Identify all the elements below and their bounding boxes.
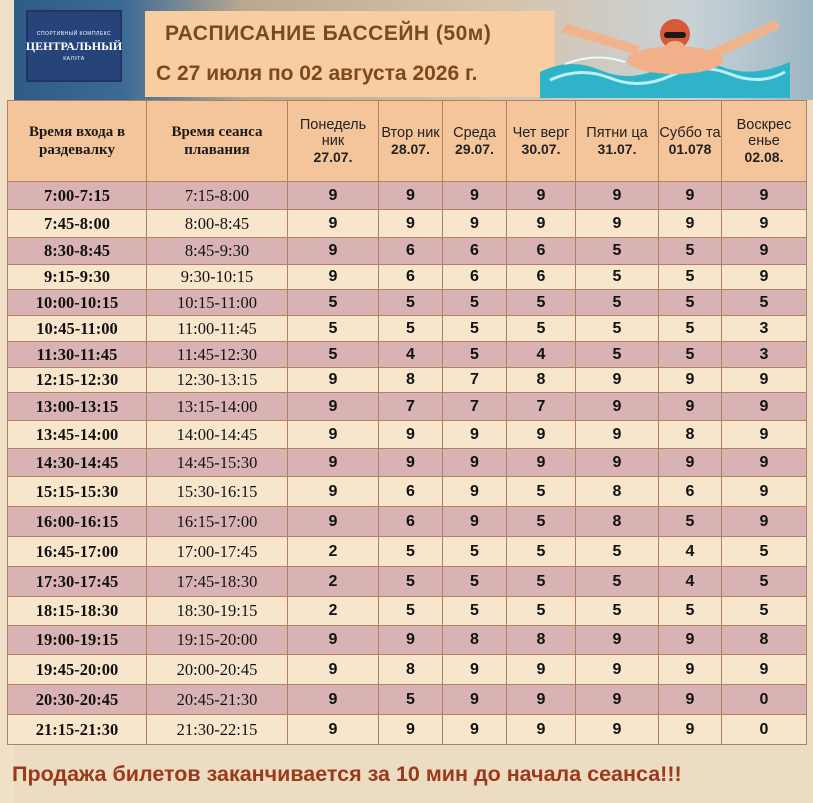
slots-cell: 9 — [288, 685, 379, 715]
slots-cell: 4 — [659, 537, 722, 567]
slots-cell: 9 — [379, 715, 443, 745]
slots-cell: 6 — [507, 265, 576, 290]
slots-cell: 9 — [443, 507, 507, 537]
slots-cell: 5 — [507, 290, 576, 316]
slots-cell: 9 — [379, 449, 443, 477]
session-time-cell: 20:00-20:45 — [147, 655, 288, 685]
slots-cell: 5 — [576, 290, 659, 316]
day-header — [507, 101, 576, 182]
slots-cell: 9 — [379, 182, 443, 210]
slots-cell: 9 — [659, 655, 722, 685]
slots-cell: 5 — [576, 342, 659, 368]
entry-time-cell: 10:00-10:15 — [8, 290, 147, 316]
logo-city: КАЛУГА — [63, 55, 85, 62]
slots-cell: 9 — [722, 449, 807, 477]
slots-cell: 9 — [659, 368, 722, 393]
entry-time-cell: 10:45-11:00 — [8, 316, 147, 342]
slots-cell: 6 — [443, 238, 507, 265]
slots-cell: 8 — [379, 368, 443, 393]
session-time-cell: 14:00-14:45 — [147, 421, 288, 449]
slots-cell: 9 — [443, 421, 507, 449]
slots-cell: 8 — [507, 626, 576, 655]
slots-cell: 5 — [659, 265, 722, 290]
slots-cell: 9 — [288, 265, 379, 290]
day-header — [379, 101, 443, 182]
table-row — [8, 537, 807, 567]
slots-cell: 7 — [507, 393, 576, 421]
slots-cell: 9 — [288, 210, 379, 238]
table-row — [8, 393, 807, 421]
slots-cell: 2 — [288, 537, 379, 567]
table-row — [8, 238, 807, 265]
slots-cell: 8 — [507, 368, 576, 393]
slots-cell: 9 — [659, 685, 722, 715]
slots-cell: 5 — [576, 238, 659, 265]
slots-cell: 5 — [659, 597, 722, 626]
slots-cell: 9 — [576, 655, 659, 685]
slots-cell: 6 — [379, 238, 443, 265]
slots-cell: 8 — [722, 626, 807, 655]
slots-cell: 9 — [722, 421, 807, 449]
slots-cell: 7 — [443, 393, 507, 421]
slots-cell: 9 — [576, 393, 659, 421]
slots-cell: 9 — [443, 210, 507, 238]
day-date: 02.08. — [744, 149, 784, 165]
slots-cell: 4 — [507, 342, 576, 368]
entry-time-cell: 12:15-12:30 — [8, 368, 147, 393]
slots-cell: 9 — [379, 210, 443, 238]
slots-cell: 5 — [288, 290, 379, 316]
slots-cell: 8 — [379, 655, 443, 685]
slots-cell: 5 — [443, 597, 507, 626]
slots-cell: 6 — [379, 477, 443, 507]
slots-cell: 5 — [507, 477, 576, 507]
slots-cell: 5 — [722, 597, 807, 626]
slots-cell: 9 — [722, 210, 807, 238]
slots-cell: 9 — [722, 368, 807, 393]
slots-cell: 9 — [722, 477, 807, 507]
slots-cell: 8 — [576, 477, 659, 507]
slots-cell: 2 — [288, 597, 379, 626]
day-date: 28.07. — [391, 141, 430, 157]
logo-name: ЦЕНТРАЛЬНЫЙ — [25, 38, 123, 53]
slots-cell: 2 — [288, 567, 379, 597]
entry-time-cell: 18:15-18:30 — [8, 597, 147, 626]
slots-cell: 5 — [443, 290, 507, 316]
session-time-cell: 11:45-12:30 — [147, 342, 288, 368]
day-header — [659, 101, 722, 182]
day-date: 27.07. — [313, 149, 353, 165]
day-name: Втор ник — [381, 125, 440, 141]
slots-cell: 9 — [288, 449, 379, 477]
slots-cell: 9 — [288, 715, 379, 745]
slots-cell: 9 — [576, 626, 659, 655]
table-row — [8, 567, 807, 597]
slots-cell: 9 — [576, 421, 659, 449]
col-session-time: Время сеанса плавания — [147, 101, 288, 182]
session-time-cell: 13:15-14:00 — [147, 393, 288, 421]
slots-cell: 9 — [722, 182, 807, 210]
day-date: 30.07. — [521, 141, 561, 157]
slots-cell: 9 — [576, 210, 659, 238]
table-row — [8, 182, 807, 210]
day-name: Среда — [453, 125, 496, 141]
slots-cell: 9 — [288, 477, 379, 507]
slots-cell: 9 — [576, 685, 659, 715]
slots-cell: 9 — [443, 182, 507, 210]
slots-cell: 9 — [576, 715, 659, 745]
slots-cell: 5 — [288, 316, 379, 342]
slots-cell: 5 — [379, 597, 443, 626]
session-time-cell: 19:15-20:00 — [147, 626, 288, 655]
slots-cell: 0 — [722, 685, 807, 715]
slots-cell: 5 — [379, 567, 443, 597]
slots-cell: 9 — [443, 477, 507, 507]
entry-time-cell: 9:15-9:30 — [8, 265, 147, 290]
session-time-cell: 8:00-8:45 — [147, 210, 288, 238]
slots-cell: 9 — [722, 393, 807, 421]
session-time-cell: 9:30-10:15 — [147, 265, 288, 290]
entry-time-cell: 7:45-8:00 — [8, 210, 147, 238]
slots-cell: 9 — [722, 655, 807, 685]
slots-cell: 9 — [288, 626, 379, 655]
slots-cell: 9 — [722, 238, 807, 265]
slots-cell: 9 — [659, 182, 722, 210]
table-row — [8, 368, 807, 393]
slots-cell: 5 — [722, 537, 807, 567]
slots-cell: 5 — [576, 316, 659, 342]
slots-cell: 9 — [443, 655, 507, 685]
slots-cell: 9 — [507, 421, 576, 449]
swimmer-illustration — [540, 2, 790, 98]
session-time-cell: 12:30-13:15 — [147, 368, 288, 393]
slots-cell: 9 — [507, 449, 576, 477]
slots-cell: 5 — [576, 537, 659, 567]
slots-cell: 9 — [659, 210, 722, 238]
slots-cell: 5 — [659, 238, 722, 265]
entry-time-cell: 20:30-20:45 — [8, 685, 147, 715]
table-row — [8, 626, 807, 655]
slots-cell: 6 — [507, 238, 576, 265]
entry-time-cell: 13:00-13:15 — [8, 393, 147, 421]
footer-notice: Продажа билетов заканчивается за 10 мин до начала сеанса!!! — [12, 762, 682, 786]
slots-cell: 6 — [379, 265, 443, 290]
sport-complex-logo — [26, 10, 122, 82]
page-title: РАСПИСАНИЕ БАССЕЙН (50м) — [165, 22, 492, 45]
slots-cell: 0 — [722, 715, 807, 745]
table-row — [8, 421, 807, 449]
table-row — [8, 265, 807, 290]
slots-cell: 5 — [659, 507, 722, 537]
session-time-cell: 15:30-16:15 — [147, 477, 288, 507]
header-row — [8, 101, 807, 182]
slots-cell: 9 — [507, 685, 576, 715]
entry-time-cell: 14:30-14:45 — [8, 449, 147, 477]
table-row — [8, 507, 807, 537]
slots-cell: 9 — [288, 655, 379, 685]
entry-time-cell: 7:00-7:15 — [8, 182, 147, 210]
session-time-cell: 11:00-11:45 — [147, 316, 288, 342]
slots-cell: 5 — [443, 567, 507, 597]
slots-cell: 9 — [288, 507, 379, 537]
slots-cell: 9 — [659, 393, 722, 421]
slots-cell: 5 — [379, 537, 443, 567]
slots-cell: 9 — [288, 368, 379, 393]
table-row — [8, 316, 807, 342]
slots-cell: 6 — [443, 265, 507, 290]
slots-cell: 6 — [659, 477, 722, 507]
slots-cell: 5 — [576, 567, 659, 597]
slots-cell: 9 — [576, 449, 659, 477]
slots-cell: 5 — [379, 290, 443, 316]
day-name: Чет верг — [512, 125, 570, 141]
slots-cell: 9 — [659, 626, 722, 655]
schedule-table — [7, 100, 807, 745]
slots-cell: 8 — [659, 421, 722, 449]
slots-cell: 5 — [507, 316, 576, 342]
day-date: 01.078 — [668, 141, 712, 157]
table-row — [8, 449, 807, 477]
slots-cell: 9 — [576, 182, 659, 210]
slots-cell: 9 — [576, 368, 659, 393]
slots-cell: 5 — [507, 567, 576, 597]
day-date: 29.07. — [455, 141, 494, 157]
slots-cell: 9 — [507, 182, 576, 210]
entry-time-cell: 13:45-14:00 — [8, 421, 147, 449]
entry-time-cell: 21:15-21:30 — [8, 715, 147, 745]
slots-cell: 4 — [659, 567, 722, 597]
slots-cell: 3 — [722, 316, 807, 342]
slots-cell: 9 — [443, 449, 507, 477]
session-time-cell: 14:45-15:30 — [147, 449, 288, 477]
slots-cell: 5 — [576, 597, 659, 626]
session-time-cell: 18:30-19:15 — [147, 597, 288, 626]
slots-cell: 9 — [659, 715, 722, 745]
day-name: Пятни ца — [586, 125, 648, 141]
entry-time-cell: 16:45-17:00 — [8, 537, 147, 567]
slots-cell: 9 — [288, 182, 379, 210]
entry-time-cell: 16:00-16:15 — [8, 507, 147, 537]
entry-time-cell: 19:45-20:00 — [8, 655, 147, 685]
day-name: Воскрес енье — [736, 117, 792, 149]
slots-cell: 5 — [659, 316, 722, 342]
day-date: 31.07. — [597, 141, 637, 157]
slots-cell: 9 — [443, 685, 507, 715]
day-header — [722, 101, 807, 182]
slots-cell: 9 — [288, 421, 379, 449]
day-name: Понедель ник — [299, 117, 367, 149]
col-entry-time: Время входа в раздевалку — [8, 101, 147, 182]
slots-cell: 5 — [722, 290, 807, 316]
slots-cell: 9 — [507, 210, 576, 238]
table-row — [8, 290, 807, 316]
slots-cell: 9 — [379, 626, 443, 655]
slots-cell: 7 — [379, 393, 443, 421]
table-row — [8, 342, 807, 368]
session-time-cell: 10:15-11:00 — [147, 290, 288, 316]
slots-cell: 7 — [443, 368, 507, 393]
slots-cell: 5 — [443, 537, 507, 567]
slots-cell: 9 — [659, 449, 722, 477]
session-time-cell: 20:45-21:30 — [147, 685, 288, 715]
day-header — [288, 101, 379, 182]
table-row — [8, 210, 807, 238]
day-header — [443, 101, 507, 182]
slots-cell: 9 — [443, 715, 507, 745]
session-time-cell: 7:15-8:00 — [147, 182, 288, 210]
slots-cell: 5 — [288, 342, 379, 368]
table-row — [8, 597, 807, 626]
table-row — [8, 685, 807, 715]
slots-cell: 5 — [507, 537, 576, 567]
session-time-cell: 21:30-22:15 — [147, 715, 288, 745]
slots-cell: 9 — [507, 715, 576, 745]
slots-cell: 3 — [722, 342, 807, 368]
slots-cell: 5 — [379, 316, 443, 342]
slots-cell: 9 — [507, 655, 576, 685]
slots-cell: 9 — [722, 507, 807, 537]
session-time-cell: 17:00-17:45 — [147, 537, 288, 567]
slots-cell: 9 — [722, 265, 807, 290]
logo-top-text: СПОРТИВНЫЙ КОМПЛЕКС — [36, 30, 112, 37]
slots-cell: 9 — [379, 421, 443, 449]
slots-cell: 5 — [659, 290, 722, 316]
slots-cell: 6 — [379, 507, 443, 537]
slots-cell: 5 — [443, 316, 507, 342]
table-row — [8, 655, 807, 685]
slots-cell: 5 — [507, 597, 576, 626]
session-time-cell: 17:45-18:30 — [147, 567, 288, 597]
slots-cell: 5 — [659, 342, 722, 368]
slots-cell: 9 — [288, 238, 379, 265]
table-row — [8, 477, 807, 507]
entry-time-cell: 15:15-15:30 — [8, 477, 147, 507]
slots-cell: 5 — [507, 507, 576, 537]
date-range: С 27 июля по 02 августа 2026 г. — [156, 62, 478, 85]
session-time-cell: 16:15-17:00 — [147, 507, 288, 537]
entry-time-cell: 8:30-8:45 — [8, 238, 147, 265]
slots-cell: 5 — [722, 567, 807, 597]
schedule-body — [8, 182, 807, 745]
slots-cell: 5 — [443, 342, 507, 368]
slots-cell: 4 — [379, 342, 443, 368]
day-name: Суббо та — [659, 125, 721, 141]
session-time-cell: 8:45-9:30 — [147, 238, 288, 265]
entry-time-cell: 17:30-17:45 — [8, 567, 147, 597]
day-header — [576, 101, 659, 182]
slots-cell: 5 — [576, 265, 659, 290]
entry-time-cell: 19:00-19:15 — [8, 626, 147, 655]
slots-cell: 5 — [379, 685, 443, 715]
entry-time-cell: 11:30-11:45 — [8, 342, 147, 368]
slots-cell: 9 — [288, 393, 379, 421]
slots-cell: 8 — [576, 507, 659, 537]
slots-cell: 8 — [443, 626, 507, 655]
table-row — [8, 715, 807, 745]
